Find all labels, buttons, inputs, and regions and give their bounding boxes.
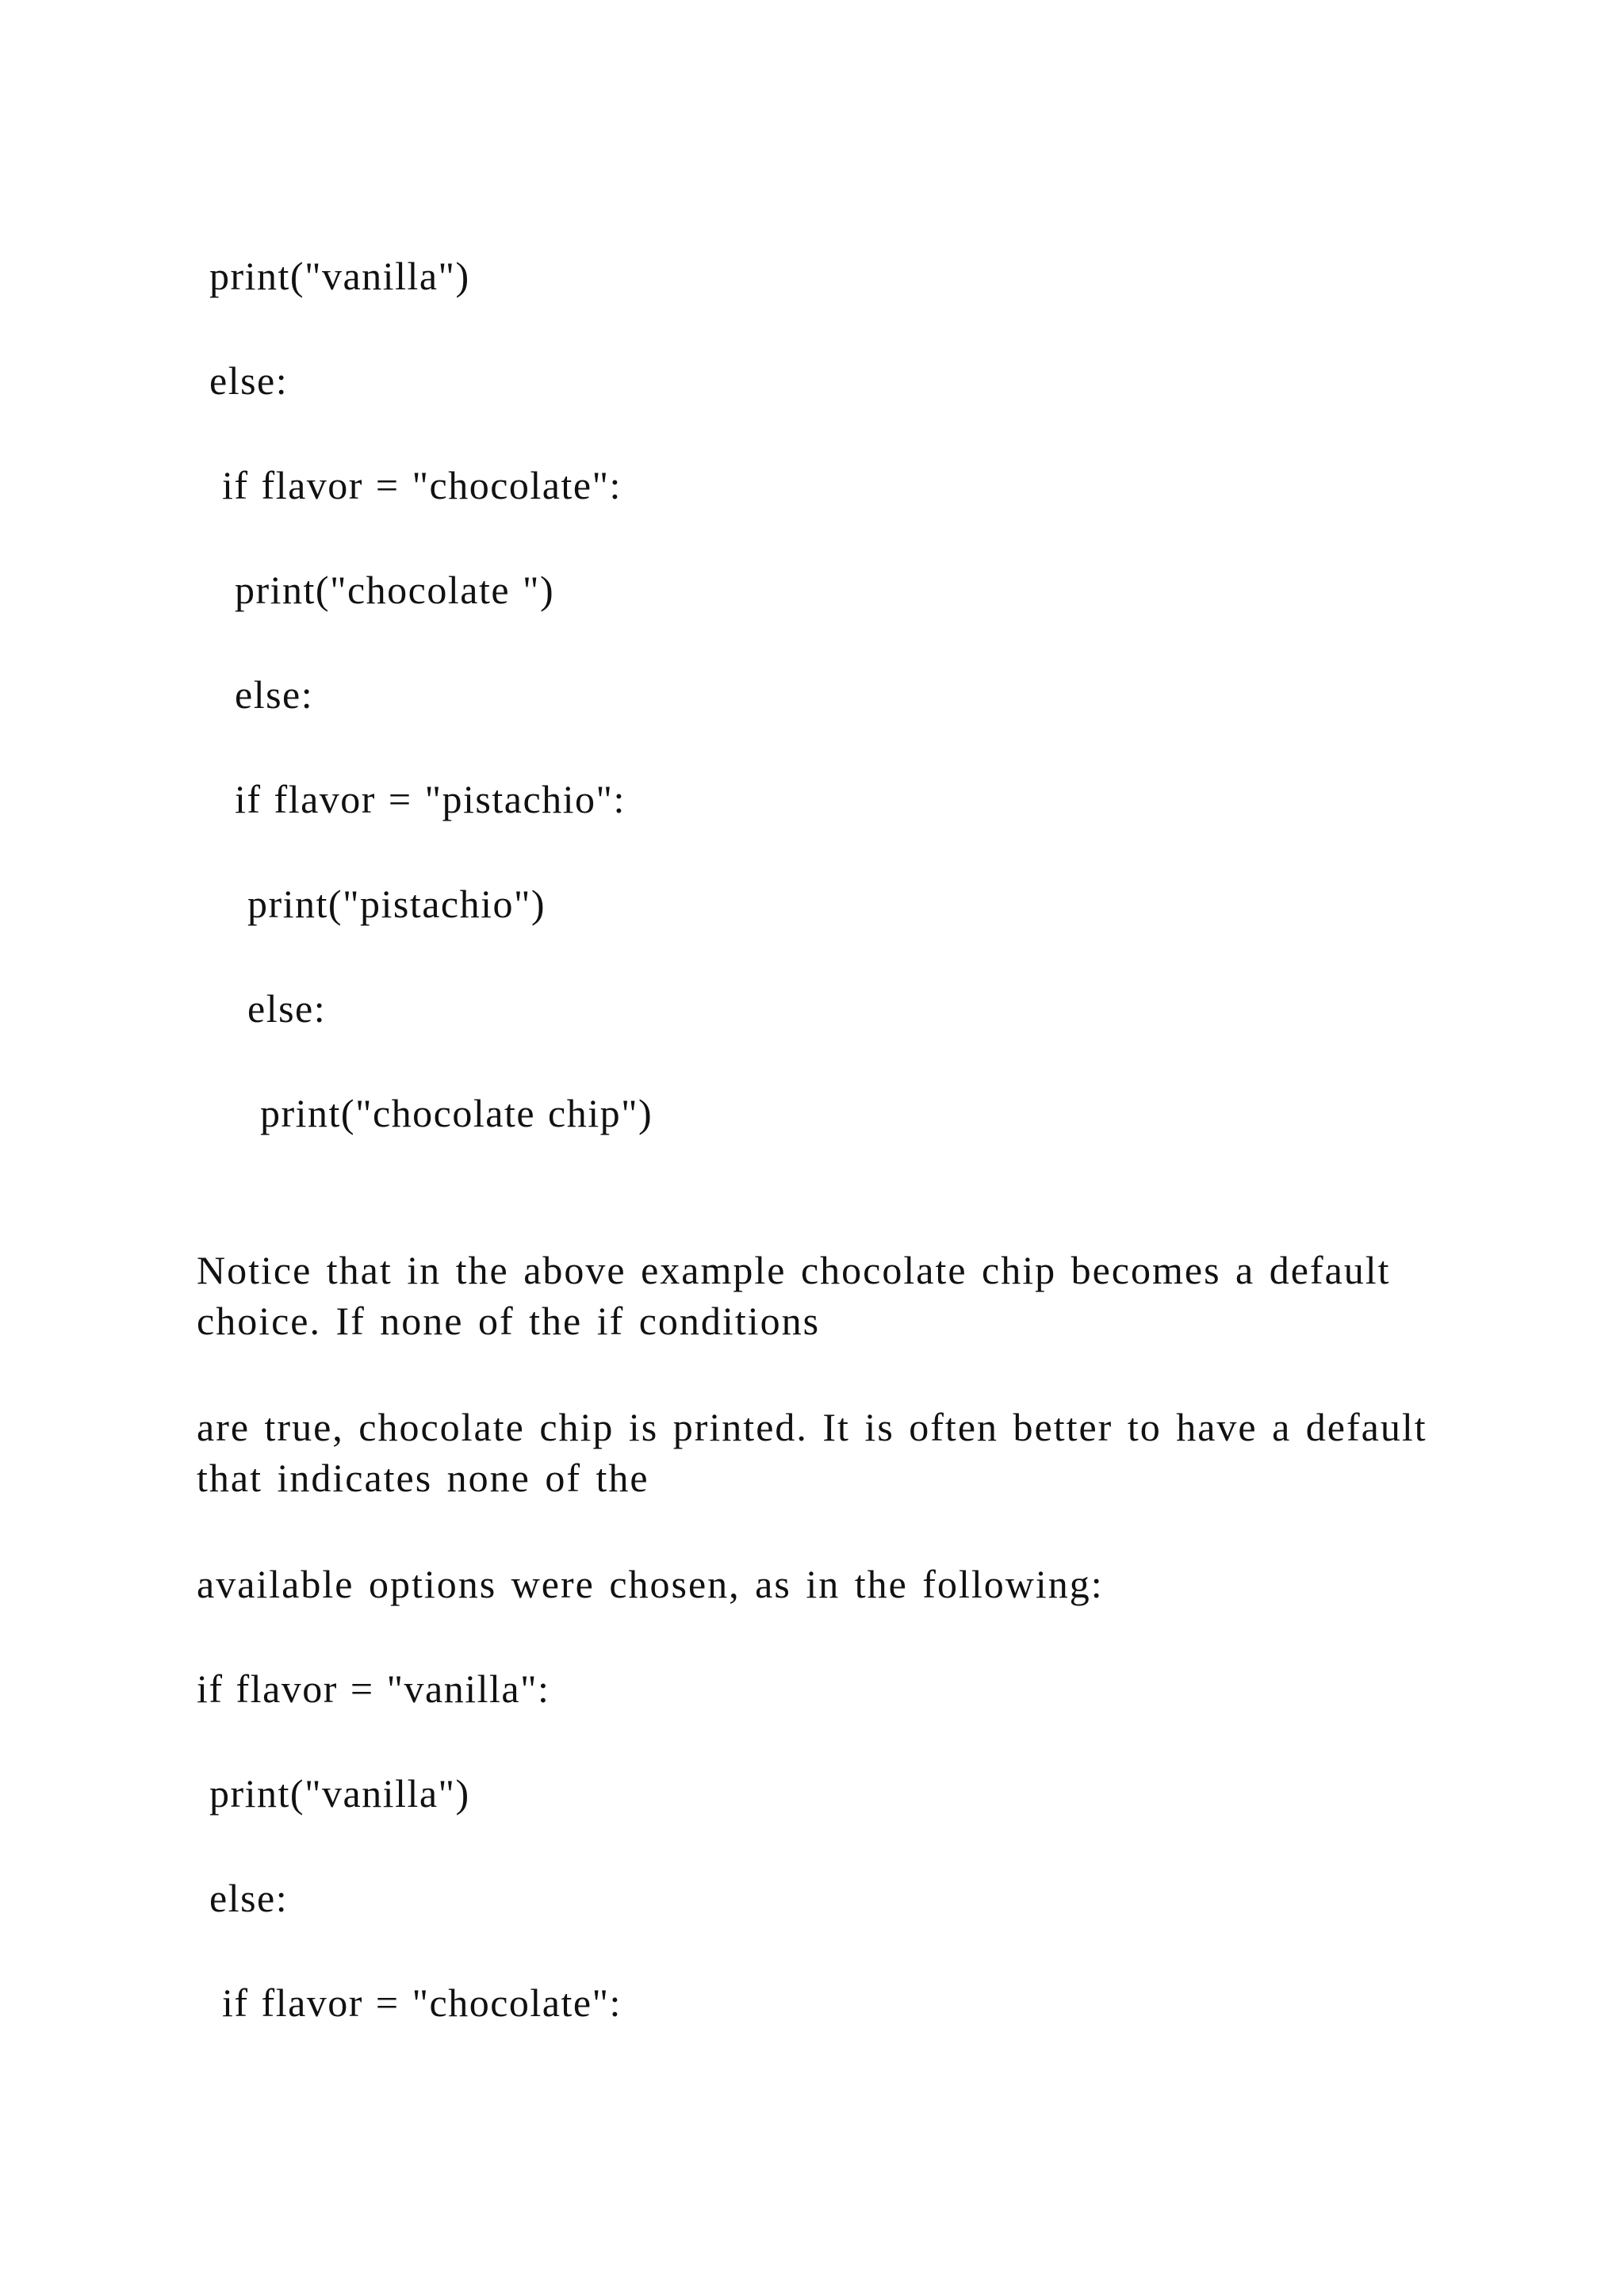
paragraph: Notice that in the above example chocolate chip becomes a default choice. If none of the if conditions	[197, 1248, 1391, 1343]
code-line: if flavor = "pistachio":	[197, 777, 626, 821]
code-line: print("chocolate ")	[197, 568, 555, 612]
code-line: else:	[197, 672, 314, 717]
code-line: if flavor = "chocolate":	[197, 463, 622, 507]
code-line: else:	[197, 358, 289, 403]
code-line: else:	[197, 1876, 289, 1920]
code-line: else:	[197, 986, 327, 1031]
code-line: if flavor = "vanilla":	[197, 1667, 550, 1711]
code-line: print("pistachio")	[197, 882, 546, 926]
code-line: print("vanilla")	[197, 1771, 470, 1816]
paragraph: are true, chocolate chip is printed. It is often better to have a default that indicates none of the	[197, 1405, 1427, 1500]
code-line: if flavor = "chocolate":	[197, 1980, 622, 2025]
code-line: print("chocolate chip")	[197, 1091, 653, 1135]
paragraph: available options were chosen, as in the following:	[197, 1562, 1104, 1606]
code-line: print("vanilla")	[197, 254, 470, 298]
